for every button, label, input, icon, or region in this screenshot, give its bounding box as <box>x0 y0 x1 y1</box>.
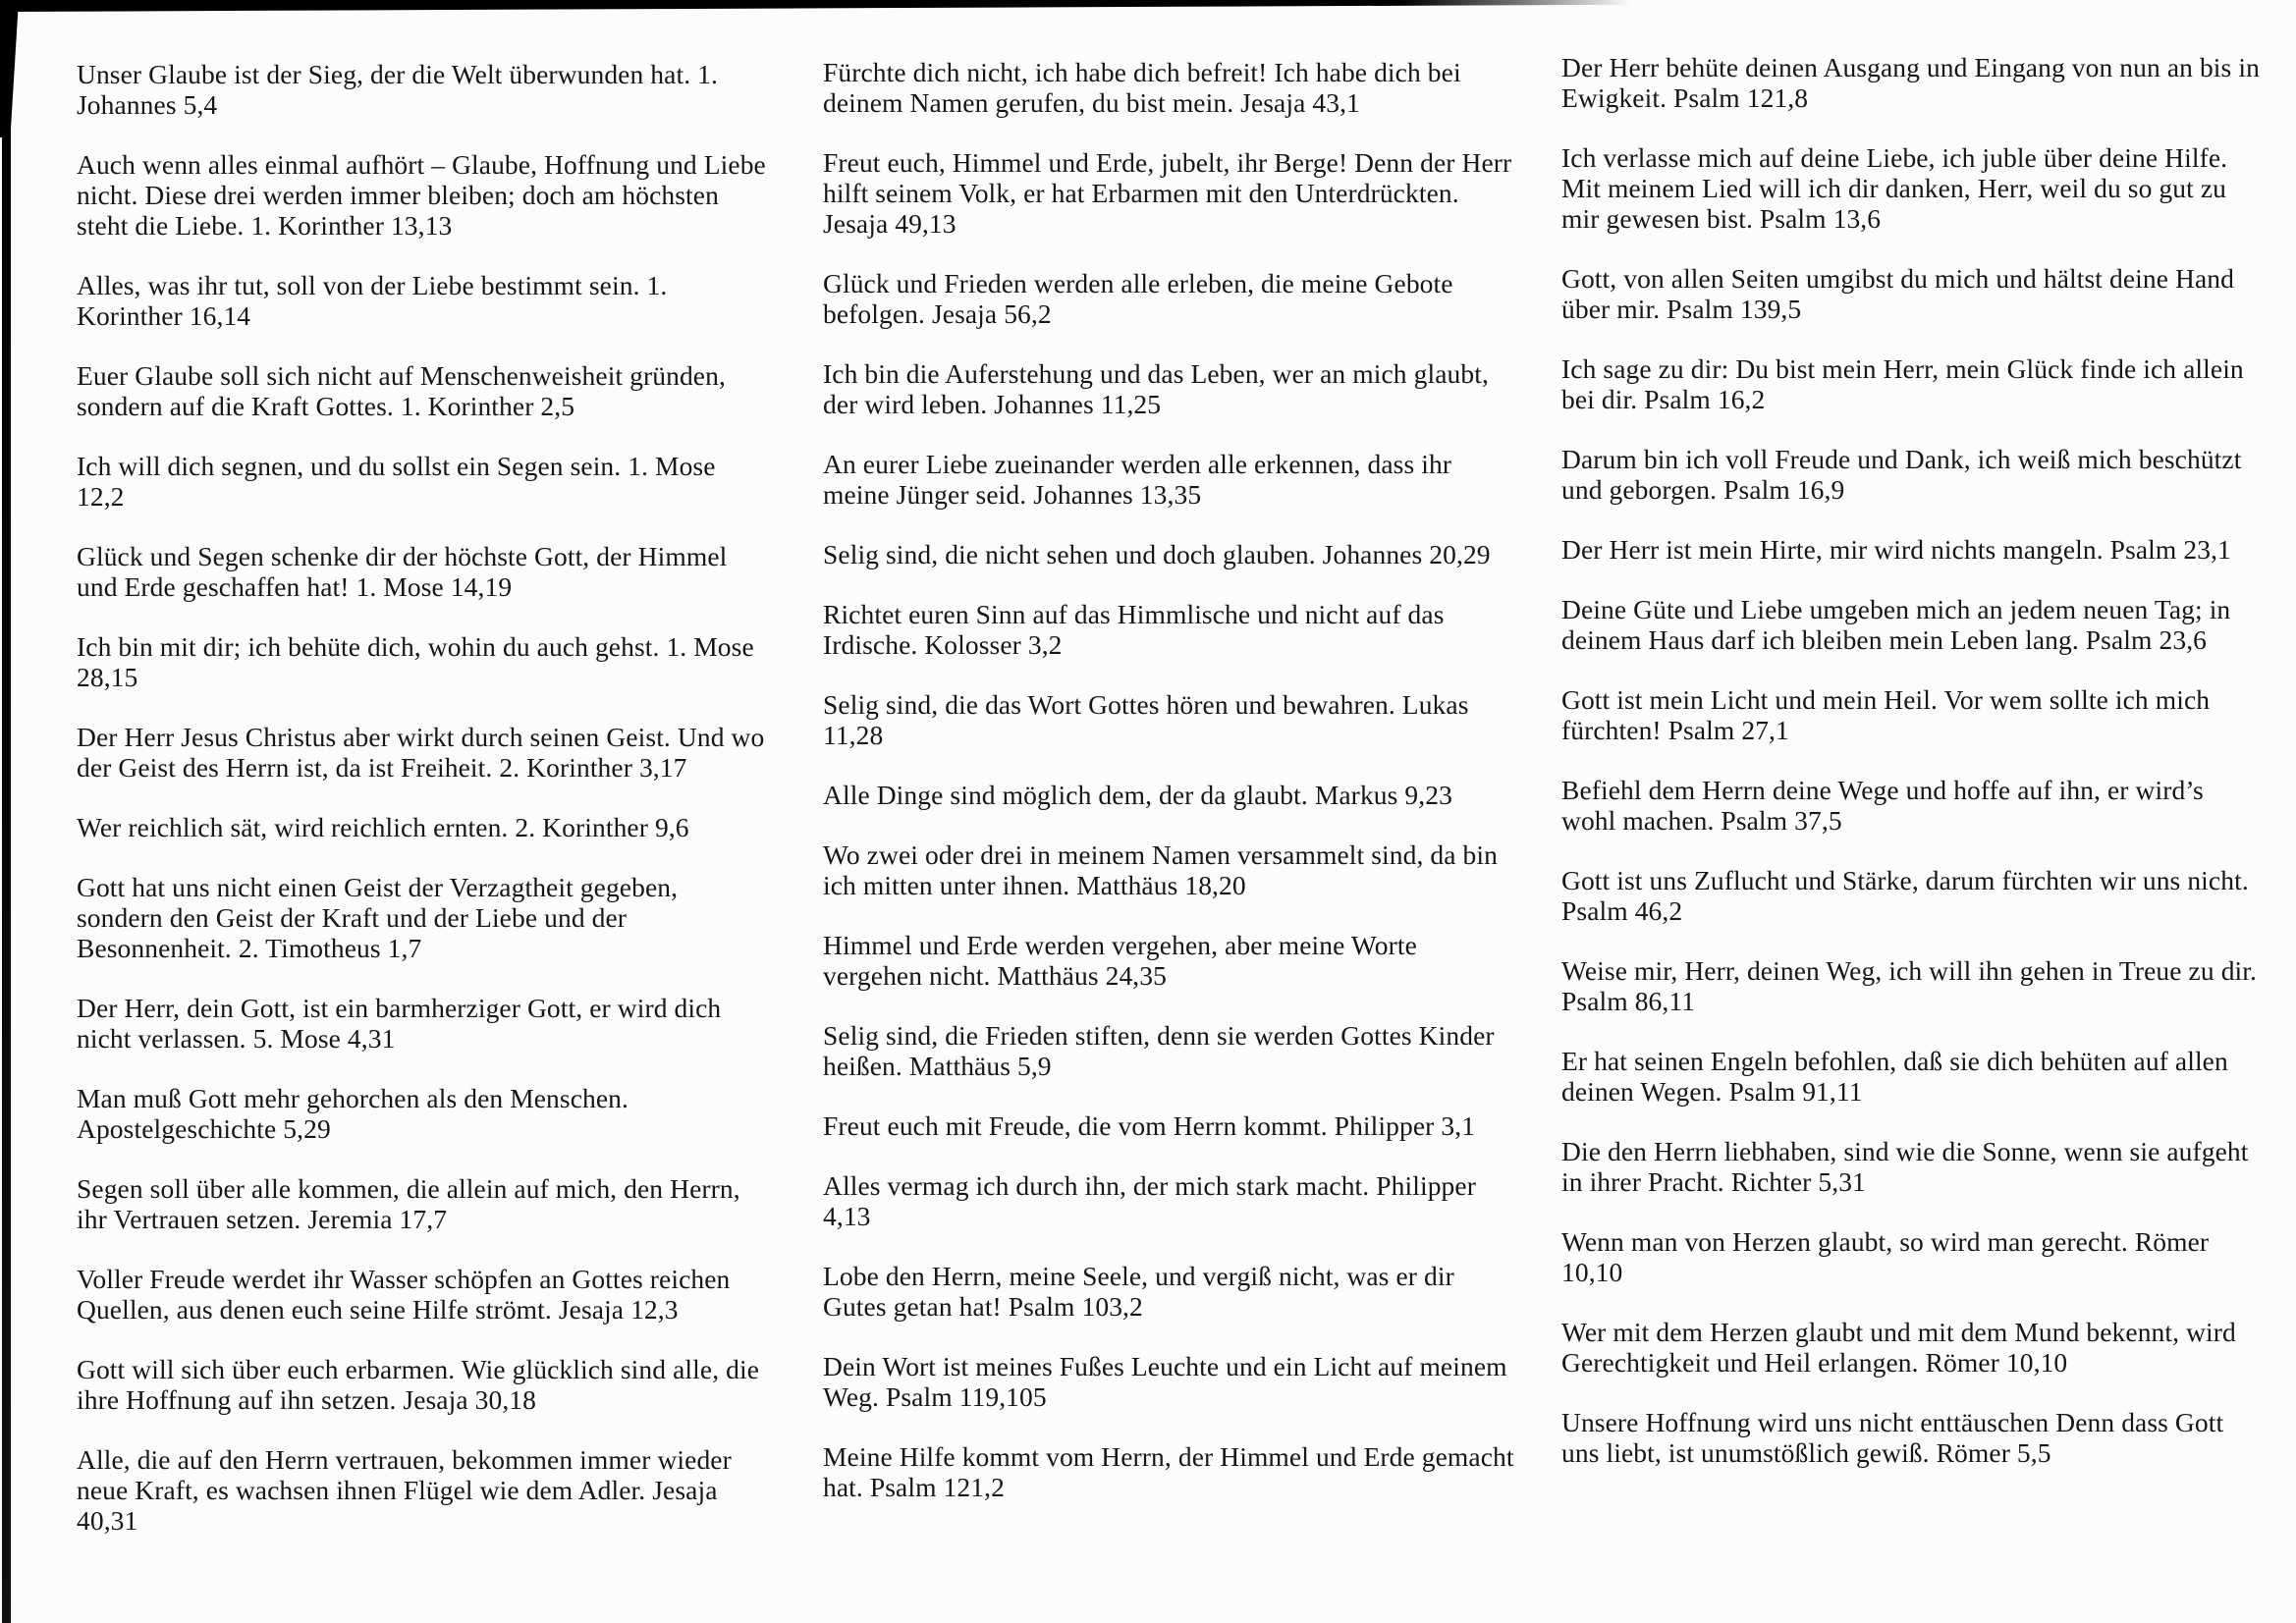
verse: Fürchte dich nicht, ich habe dich befreit! Ich habe dich bei deinem Namen gerufen, du bist mein. Jesaja 43,1 <box>823 57 1461 118</box>
verse: Alles vermag ich durch ihn, der mich stark macht. Philipper 4,13 <box>823 1170 1476 1231</box>
verse: Wo zwei oder drei in meinem Namen versammelt sind, da bin ich mitten unter ihnen. Matthäus 18,20 <box>823 839 1498 900</box>
verse: Wenn man von Herzen glaubt, so wird man gerecht. Römer 10,10 <box>1561 1226 2210 1287</box>
verse: Gott ist uns Zuflucht und Stärke, darum fürchten wir uns nicht. Psalm 46,2 <box>1561 865 2249 926</box>
verse: Der Herr Jesus Christus aber wirkt durch seinen Geist. Und wo der Geist des Herrn ist, da ist Freiheit. 2. Korinther 3,17 <box>77 722 765 783</box>
verse: Dein Wort ist meines Fußes Leuchte und ein Licht auf meinem Weg. Psalm 119,105 <box>823 1351 1507 1412</box>
verse-column-left <box>77 59 770 1565</box>
verse: Ich verlasse mich auf deine Liebe, ich juble über deine Hilfe. Mit meinem Lied will ich dir danken, Herr, weil du so gut zu mir gewesen bist. Psalm 13,6 <box>1561 142 2228 234</box>
verse: Wer reichlich sät, wird reichlich ernten. 2. Korinther 9,6 <box>77 812 689 842</box>
verse: Lobe den Herrn, meine Seele, und vergiß nicht, was er dir Gutes getan hat! Psalm 103,2 <box>823 1261 1454 1322</box>
verse: Man muß Gott mehr gehorchen als den Menschen. Apostelgeschichte 5,29 <box>77 1083 629 1144</box>
verse: Ich bin die Auferstehung und das Leben, wer an mich glaubt, der wird leben. Johannes 11,25 <box>823 358 1489 419</box>
verse: Ich sage zu dir: Du bist mein Herr, mein Glück finde ich allein bei dir. Psalm 16,2 <box>1561 353 2244 414</box>
verse: Darum bin ich voll Freude und Dank, ich weiß mich beschützt und geborgen. Psalm 16,9 <box>1561 444 2242 505</box>
verse: Ich bin mit dir; ich behüte dich, wohin du auch gehst. 1. Mose 28,15 <box>77 631 754 692</box>
verse: Glück und Frieden werden alle erleben, die meine Gebote befolgen. Jesaja 56,2 <box>823 268 1453 329</box>
verse: Der Herr, dein Gott, ist ein barmherziger Gott, er wird dich nicht verlassen. 5. Mose 4,31 <box>77 993 722 1054</box>
verse: Gott, von allen Seiten umgibst du mich und hältst deine Hand über mir. Psalm 139,5 <box>1561 263 2234 324</box>
verse: Er hat seinen Engeln befohlen, daß sie dich behüten auf allen deinen Wegen. Psalm 91,11 <box>1561 1046 2228 1107</box>
verse: Unsere Hoffnung wird uns nicht enttäuschen Denn dass Gott uns liebt, ist unumstößlich gewiß. Römer 5,5 <box>1561 1407 2224 1468</box>
verse: Weise mir, Herr, deinen Weg, ich will ihn gehen in Treue zu dir. Psalm 86,11 <box>1561 955 2257 1016</box>
verse: Die den Herrn liebhaben, sind wie die Sonne, wenn sie aufgeht in ihrer Pracht. Richter 5,31 <box>1561 1136 2249 1197</box>
verse: Selig sind, die Frieden stiften, denn sie werden Gottes Kinder heißen. Matthäus 5,9 <box>823 1020 1495 1081</box>
verse: An eurer Liebe zueinander werden alle erkennen, dass ihr meine Jünger seid. Johannes 13,35 <box>823 449 1452 510</box>
verse: Befiehl dem Herrn deine Wege und hoffe auf ihn, er wird’s wohl machen. Psalm 37,5 <box>1561 775 2204 836</box>
verse: Selig sind, die das Wort Gottes hören und bewahren. Lukas 11,28 <box>823 689 1469 750</box>
scan-edge-top-artifact <box>0 0 1630 12</box>
verse: Segen soll über alle kommen, die allein auf mich, den Herrn, ihr Vertrauen setzen. Jeremia 17,7 <box>77 1173 740 1234</box>
verse: Gott will sich über euch erbarmen. Wie glücklich sind alle, die ihre Hoffnung auf ihn setzen. Jesaja 30,18 <box>77 1354 760 1415</box>
verse: Voller Freude werdet ihr Wasser schöpfen an Gottes reichen Quellen, aus denen euch seine Hilfe strömt. Jesaja 12,3 <box>77 1264 731 1325</box>
verse: Gott ist mein Licht und mein Heil. Vor wem sollte ich mich fürchten! Psalm 27,1 <box>1561 684 2211 745</box>
verse: Der Herr ist mein Hirte, mir wird nichts mangeln. Psalm 23,1 <box>1561 534 2231 565</box>
verse: Alle, die auf den Herrn vertrauen, bekommen immer wieder neue Kraft, es wachsen ihnen Flügel wie dem Adler. Jesaja 40,31 <box>77 1444 732 1536</box>
verse: Ich will dich segnen, und du sollst ein Segen sein. 1. Mose 12,2 <box>77 451 716 512</box>
verse: Himmel und Erde werden vergehen, aber meine Worte vergehen nicht. Matthäus 24,35 <box>823 930 1417 991</box>
verse: Richtet euren Sinn auf das Himmlische und nicht auf das Irdische. Kolosser 3,2 <box>823 599 1445 660</box>
verse: Freut euch mit Freude, die vom Herrn kommt. Philipper 3,1 <box>823 1110 1476 1141</box>
verse: Der Herr behüte deinen Ausgang und Eingang von nun an bis in Ewigkeit. Psalm 121,8 <box>1561 52 2260 113</box>
verse: Alles, was ihr tut, soll von der Liebe bestimmt sein. 1. Korinther 16,14 <box>77 270 668 331</box>
verse: Freut euch, Himmel und Erde, jubelt, ihr Berge! Denn der Herr hilft seinem Volk, er hat Erbarmen mit den Unterdrückten. Jesaja 49,13 <box>823 147 1512 239</box>
verse: Euer Glaube soll sich nicht auf Menschenweisheit gründen, sondern auf die Kraft Gottes. 1. Korinther 2,5 <box>77 360 726 421</box>
verse: Meine Hilfe kommt vom Herrn, der Himmel und Erde gemacht hat. Psalm 121,2 <box>823 1441 1514 1502</box>
verse: Gott hat uns nicht einen Geist der Verzagtheit gegeben, sondern den Geist der Kraft und der Liebe und der Besonnenheit. 2. Timotheus 1,7 <box>77 872 679 963</box>
verse-column-middle <box>823 57 1516 1532</box>
scan-edge-left-artifact <box>2 0 11 1623</box>
verse: Auch wenn alles einmal aufhört – Glaube, Hoffnung und Liebe nicht. Diese drei werden immer bleiben; doch am höchsten steht die Liebe. 1. Korinther 13,13 <box>77 149 766 241</box>
verse-column-right <box>1561 52 2261 1497</box>
verse: Unser Glaube ist der Sieg, der die Welt überwunden hat. 1. Johannes 5,4 <box>77 59 718 120</box>
verse: Glück und Segen schenke dir der höchste Gott, der Himmel und Erde geschaffen hat! 1. Mose 14,19 <box>77 541 728 602</box>
verse: Alle Dinge sind möglich dem, der da glaubt. Markus 9,23 <box>823 780 1452 810</box>
verse: Wer mit dem Herzen glaubt und mit dem Mund bekennt, wird Gerechtigkeit und Heil erlangen. Römer 10,10 <box>1561 1317 2236 1378</box>
verse: Selig sind, die nicht sehen und doch glauben. Johannes 20,29 <box>823 539 1491 569</box>
verse: Deine Güte und Liebe umgeben mich an jedem neuen Tag; in deinem Haus darf ich bleiben mein Leben lang. Psalm 23,6 <box>1561 594 2231 655</box>
